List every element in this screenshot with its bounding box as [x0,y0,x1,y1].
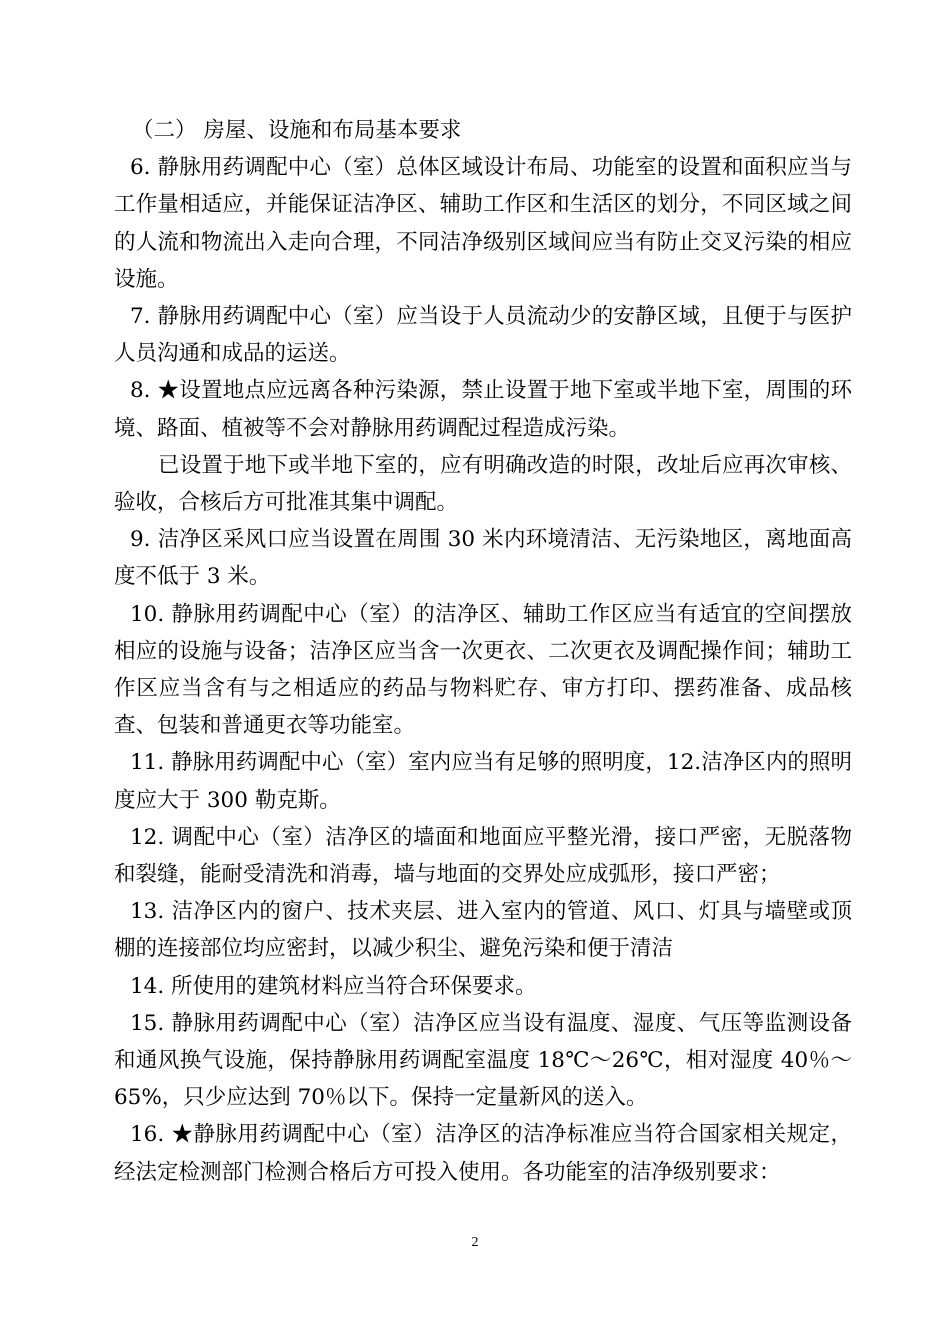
paragraph-6: 6. 静脉用药调配中心（室）总体区域设计布局、功能室的设置和面积应当与工作量相适应，并能保证洁净区、辅助工作区和生活区的划分，不同区域之间的人流和物流出入走向合理，不同洁净级别区域间应当有防止交叉污染的相应设施。 [114,155,852,292]
paragraph-15: 15. 静脉用药调配中心（室）洁净区应当设有温度、湿度、气压等监测设备和通风换气设施，保持静脉用药调配室温度 18℃～26℃，相对湿度 40％～65%，只少应达到 70％以下。保持一定量新风的送入。 [114,1010,852,1111]
paragraph-7: 7. 静脉用药调配中心（室）应当设于人员流动少的安静区域，且便于与医护人员沟通和成品的运送。 [114,304,852,367]
paragraph-13: 13. 洁净区内的窗户、技术夹层、进入室内的管道、风口、灯具与墙壁或顶棚的连接部位均应密封，以减少积尘、避免污染和便于清洁 [114,899,852,962]
paragraph-9: 9. 洁净区采风口应当设置在周围 30 米内环境清洁、无污染地区，离地面高度不低于 3 米。 [114,527,852,590]
paragraph-14: 14. 所使用的建筑材料应当符合环保要求。 [130,973,537,999]
page-number: 2 [471,1235,479,1250]
paragraph-16: 16. ★静脉用药调配中心（室）洁净区的洁净标准应当符合国家相关规定，经法定检测部门检测合格后方可投入使用。各功能室的洁净级别要求： [114,1122,852,1185]
paragraph-11: 11. 静脉用药调配中心（室）室内应当有足够的照明度，12.洁净区内的照明度应大于 300 勒克斯。 [114,750,852,813]
paragraph-10: 10. 静脉用药调配中心（室）的洁净区、辅助工作区应当有适宜的空间摆放相应的设施与设备；洁净区应当含一次更衣、二次更衣及调配操作间；辅助工作区应当含有与之相适应的药品与物料贮存、审方打印、摆药准备、成品核查、包装和普通更衣等功能室。 [114,601,852,739]
paragraph-8: 8. ★设置地点应远离各种污染源，禁止设置于地下室或半地下室，周围的环境、路面、植被等不会对静脉用药调配过程造成污染。 [114,378,852,441]
section-heading: （二） 房屋、设施和布局基本要求 [132,118,462,143]
document-body [114,112,852,1191]
paragraph-12: 12. 调配中心（室）洁净区的墙面和地面应平整光滑，接口严密，无脱落物和裂缝，能耐受清洗和消毒，墙与地面的交界处应成弧形，接口严密； [114,824,852,888]
paragraph-8-note: 已设置于地下或半地下室的，应有明确改造的时限，改址后应再次审核、验收，合核后方可批准其集中调配。 [114,452,852,516]
